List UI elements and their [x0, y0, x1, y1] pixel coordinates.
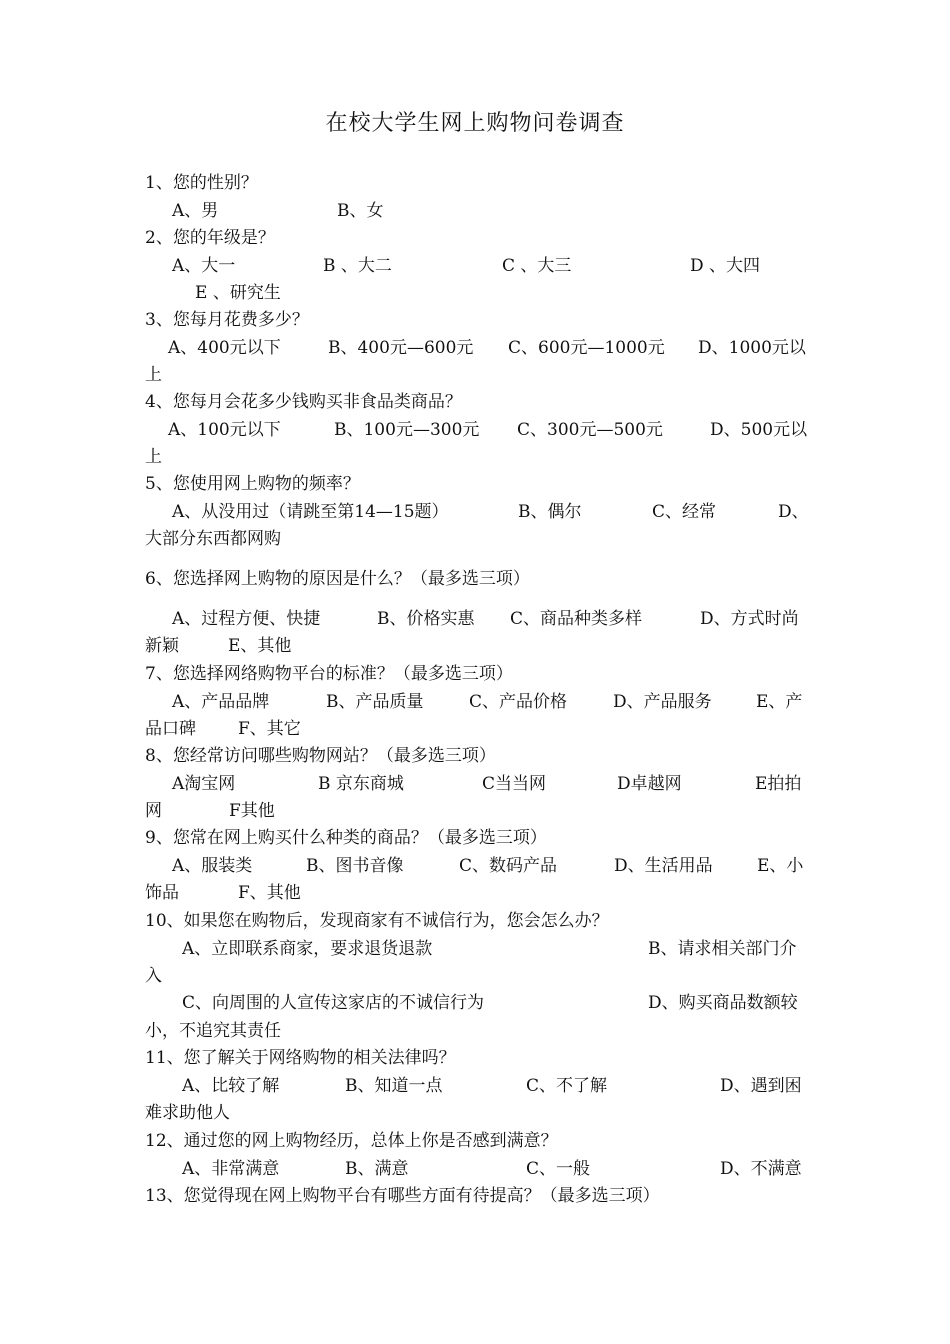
- q12-option-c: C、一般: [526, 1159, 591, 1179]
- q4-option-a: A、100元以下: [168, 420, 281, 440]
- q6-option-a: A、过程方便、快捷: [172, 609, 321, 629]
- q7-option-f: F、其它: [238, 719, 301, 739]
- question-12: 12、通过您的网上购物经历，总体上你是否感到满意？: [145, 1131, 558, 1151]
- q5-option-c: C、经常: [652, 502, 717, 522]
- q9-option-e: E、小: [757, 856, 804, 876]
- q6-option-d: D、方式时尚: [700, 609, 799, 629]
- q7-option-d: D、产品服务: [613, 692, 712, 712]
- question-8: 8、您经常访问哪些购物网站？（最多选三项）: [145, 746, 496, 766]
- question-7: 7、您选择网络购物平台的标准？（最多选三项）: [145, 664, 513, 684]
- q12-option-a: A、非常满意: [182, 1159, 280, 1179]
- q10-option-a: A、立即联系商家，要求退货退款: [182, 939, 433, 959]
- question-11: 11、您了解关于网络购物的相关法律吗？: [145, 1048, 456, 1068]
- q1-option-b: B、女: [337, 201, 384, 221]
- q7-option-a: A、产品品牌: [172, 692, 270, 712]
- question-10: 10、如果您在购物后，发现商家有不诚信行为，您会怎么办？: [145, 911, 609, 931]
- q11-option-d: D、遇到困: [720, 1076, 802, 1096]
- q2-option-b: B 、大二: [323, 256, 392, 276]
- q3-option-a: A、400元以下: [168, 338, 281, 358]
- q2-option-d: D 、大四: [690, 256, 761, 276]
- q2-option-a: A、大一: [172, 256, 236, 276]
- page-title: 在校大学生网上购物问卷调查: [325, 111, 625, 136]
- q3-wrap: 上: [145, 365, 162, 385]
- q7-option-e: E、产: [756, 692, 803, 712]
- q3-option-c: C、600元—1000元: [508, 338, 665, 358]
- q9-option-a: A、服装类: [172, 856, 253, 876]
- q2-option-c: C 、大三: [502, 256, 572, 276]
- question-1: 1、您的性别？: [145, 173, 258, 193]
- q9-option-f: F、其他: [238, 883, 301, 903]
- q9-option-b: B、图书音像: [306, 856, 404, 876]
- q8-wrap: 网: [145, 801, 162, 821]
- q7-wrap: 品口碑: [145, 719, 196, 739]
- q11-option-b: B、知道一点: [345, 1076, 443, 1096]
- q2-option-e: E 、研究生: [195, 283, 281, 303]
- q11-option-c: C、不了解: [526, 1076, 608, 1096]
- q5-option-b: B、偶尔: [518, 502, 582, 522]
- q12-option-d: D、不满意: [720, 1159, 802, 1179]
- question-13: 13、您觉得现在网上购物平台有哪些方面有待提高？（最多选三项）: [145, 1186, 660, 1206]
- q8-option-f: F其他: [229, 801, 275, 821]
- question-6: 6、您选择网上购物的原因是什么？（最多选三项）: [145, 569, 530, 589]
- q5-option-d: D、: [778, 502, 809, 522]
- q11-wrap: 难求助他人: [145, 1103, 230, 1123]
- q6-option-e: E、其他: [228, 636, 292, 656]
- question-3: 3、您每月花费多少？: [145, 310, 309, 330]
- q8-option-e: E拍拍: [755, 774, 802, 794]
- q8-option-a: A淘宝网: [172, 774, 236, 794]
- q10-wrap-2: 小，不追究其责任: [145, 1021, 281, 1041]
- q10-wrap-1: 入: [145, 966, 162, 986]
- q7-option-c: C、产品价格: [469, 692, 568, 712]
- q10-option-d: D、购买商品数额较: [648, 993, 798, 1013]
- q5-option-a: A、从没用过（请跳至第14—15题）: [172, 502, 449, 522]
- q4-option-d: D、500元以: [710, 420, 808, 440]
- q6-wrap: 新颖: [145, 636, 179, 656]
- q6-option-b: B、价格实惠: [377, 609, 475, 629]
- q8-option-b: B 京东商城: [318, 774, 404, 794]
- q7-option-b: B、产品质量: [326, 692, 424, 712]
- q4-option-b: B、100元—300元: [334, 420, 480, 440]
- q9-option-d: D、生活用品: [614, 856, 713, 876]
- q1-option-a: A、男: [172, 201, 219, 221]
- question-4: 4、您每月会花多少钱购买非食品类商品？: [145, 392, 462, 412]
- q10-option-c: C、向周围的人宣传这家店的不诚信行为: [182, 993, 485, 1013]
- question-2: 2、您的年级是？: [145, 228, 275, 248]
- q9-option-c: C、数码产品: [459, 856, 558, 876]
- question-5: 5、您使用网上购物的频率？: [145, 474, 360, 494]
- question-9: 9、您常在网上购买什么种类的商品？（最多选三项）: [145, 828, 547, 848]
- q6-option-c: C、商品种类多样: [510, 609, 643, 629]
- q3-option-b: B、400元—600元: [328, 338, 474, 358]
- q12-option-b: B、满意: [345, 1159, 409, 1179]
- q8-option-d: D卓越网: [617, 774, 682, 794]
- q3-option-d: D、1000元以: [698, 338, 806, 358]
- q10-option-b: B、请求相关部门介: [648, 939, 797, 959]
- q4-wrap: 上: [145, 447, 162, 467]
- q8-option-c: C当当网: [482, 774, 547, 794]
- q5-wrap: 大部分东西都网购: [145, 529, 281, 549]
- q4-option-c: C、300元—500元: [517, 420, 663, 440]
- q11-option-a: A、比较了解: [182, 1076, 280, 1096]
- q9-wrap: 饰品: [145, 883, 179, 903]
